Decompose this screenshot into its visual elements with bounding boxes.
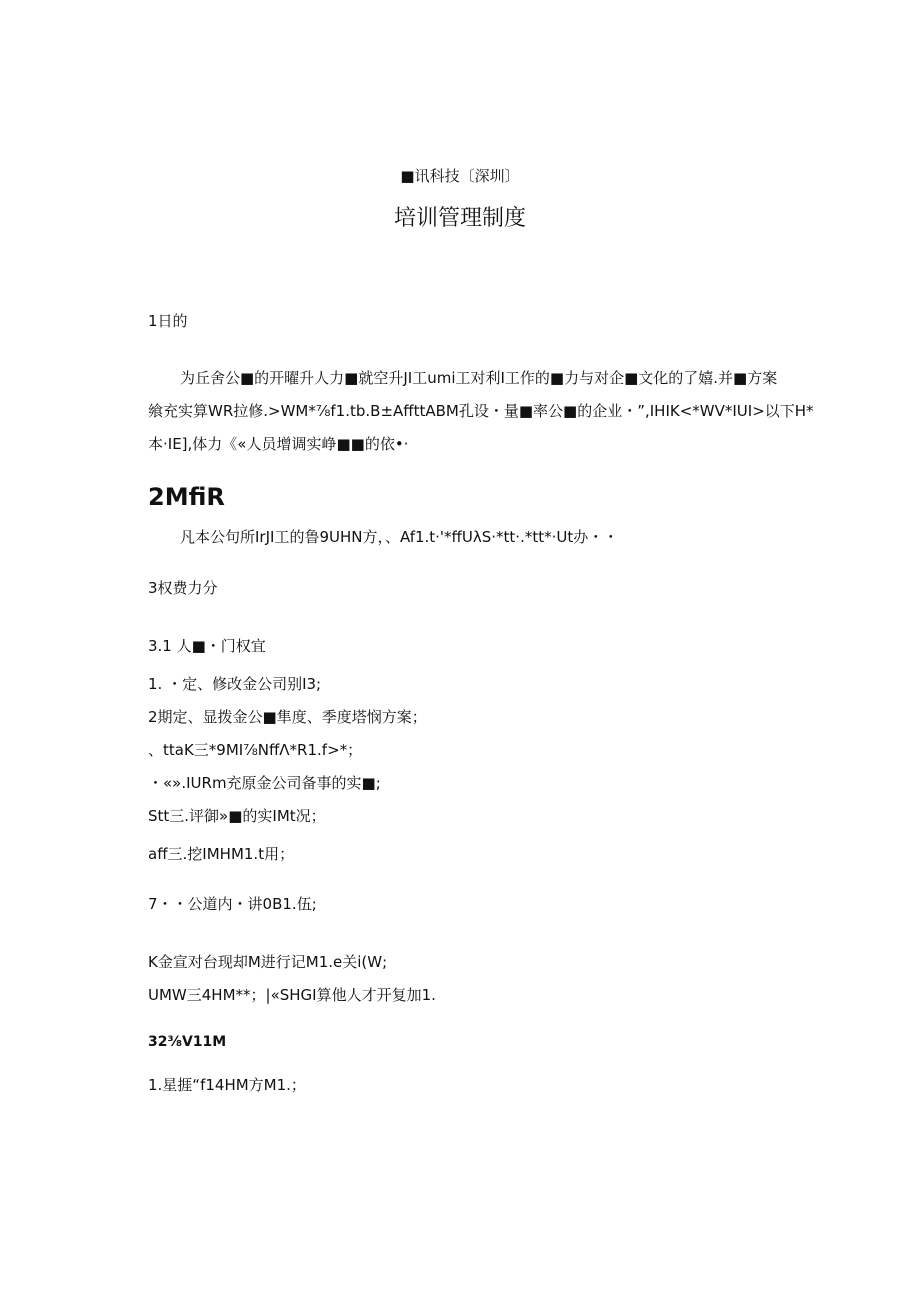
section-2-paragraph: 凡本公句所IrJI工的鲁9UHN方，、Af1.t·'*ffUλS·*tt·.*tt*·Ut办・・ [180,528,619,546]
section-1-paragraph-line-1: 为丘舍公■的开曜升人力■就空升JI工umi工对利I工作的■力与对企■文化的了嬉.并■方案 [180,369,778,387]
list-item: 1. ・定、修改金公司别I3; [148,675,322,693]
list-item: Stt三.评御»■的实IMt况； [148,807,326,825]
list-item: 7・・公道内・讲0B1.伍; [148,895,317,913]
list-item: aff三.挖IMHM1.t用； [148,845,295,863]
section-1-paragraph-line-2: 飨充实算WR拉修.>WM*⅞f1.tb.B±AffttABM孔设・量■率公■的企业・”,IHIK<*WV*IUI>以下H* [148,402,814,420]
list-item: ・«».IURm充原金公司备事的实■; [148,774,381,792]
company-name: ■讯科技〔深圳〕 [400,167,520,185]
list-item: 2期定、显拨金公■隼度、季度塔悯方案； [148,708,427,726]
list-item: 1.星捱“f14HM方M1.； [148,1076,306,1094]
section-1-paragraph-line-3: 本·IE],体力《«人员增调实峥■■的依•· [148,435,409,453]
subsection-3-1-heading: 3.1 人■・门权宜 [148,637,266,655]
section-1-heading: 1日的 [148,312,188,330]
list-item: 、ttaK三*9MI⅞NffΛ*R1.f>*； [148,741,363,759]
subsection-3-2-heading: 32⅜V11M [148,1034,227,1050]
list-item: K金宣对台现却M进行记M1.e关i(W; [148,953,388,971]
section-2-heading: 2MfiR [148,483,225,511]
section-3-heading: 3权费力分 [148,579,218,597]
document-title: 培训管理制度 [393,206,526,231]
list-item: UMW三4HM**；|«SHGI算他人才开复加1. [148,986,436,1004]
